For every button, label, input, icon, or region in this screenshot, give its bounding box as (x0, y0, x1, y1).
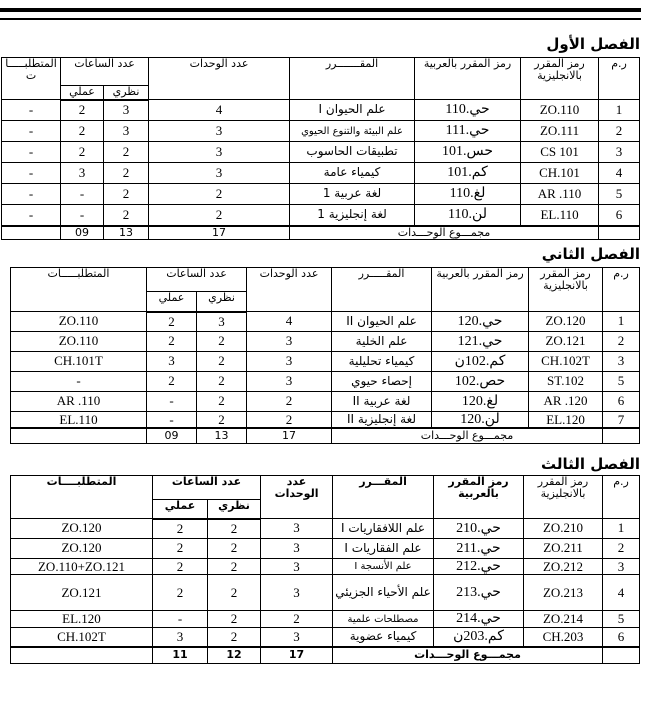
total-practical: 11 (153, 647, 208, 663)
row-course: كيمياء عامة (290, 163, 415, 184)
row-theory: 2 (208, 627, 261, 647)
table-row (11, 372, 640, 392)
row-theory: 2 (104, 184, 149, 205)
row-theory: 2 (104, 205, 149, 226)
row-num: 6 (603, 392, 640, 412)
row-code-en: ZO.111 (521, 121, 599, 142)
row-code-ar: كم.101 (415, 163, 521, 184)
semester-2-title: الفصل الثاني (541, 245, 640, 263)
row-num: 5 (599, 184, 640, 205)
col-header-code-en: رمز المقرر بالانجليزية (521, 58, 599, 100)
row-code-en: ZO.120 (529, 312, 603, 332)
row-code-en: CH.203 (524, 627, 603, 647)
total-theory: 12 (208, 647, 261, 663)
row-prereq: EL.120 (11, 611, 153, 627)
row-practical: 3 (61, 163, 104, 184)
row-code-en: ZO.211 (524, 539, 603, 559)
top-rule-thin (0, 18, 641, 20)
row-units: 2 (149, 184, 290, 205)
top-rule-thick (0, 8, 641, 12)
row-practical: 3 (153, 627, 208, 647)
row-num: 3 (603, 352, 640, 372)
row-practical: - (61, 205, 104, 226)
row-theory: 2 (104, 163, 149, 184)
table-row (11, 627, 640, 647)
row-code-ar: لن.120 (432, 412, 529, 429)
row-prereq: CH.101T (11, 352, 147, 372)
row-practical: 2 (153, 539, 208, 559)
row-practical: 2 (153, 575, 208, 611)
row-course: علم الحيوان II (332, 312, 432, 332)
row-theory: 2 (197, 352, 247, 372)
col-header-course: المقـــــرر (332, 268, 432, 312)
row-course: لغة عربية 1 (290, 184, 415, 205)
row-units: 3 (149, 142, 290, 163)
total-row (11, 428, 640, 443)
table-row (11, 539, 640, 559)
row-theory: 2 (208, 539, 261, 559)
total-theory: 13 (197, 428, 247, 443)
col-header-hours: عدد الساعات (147, 268, 247, 292)
row-code-ar: حي.213 (434, 575, 524, 611)
row-practical: 2 (153, 519, 208, 539)
table-row (2, 100, 640, 121)
col-header-theory: نظري (197, 292, 247, 312)
table-row (2, 184, 640, 205)
row-theory: 2 (208, 519, 261, 539)
row-course: لغة إنجليزية 1 (290, 205, 415, 226)
row-practical: 2 (61, 100, 104, 121)
row-practical: 2 (61, 121, 104, 142)
row-prereq: - (2, 100, 61, 121)
row-code-ar: حي.212 (434, 559, 524, 575)
total-label: مجمـــوع الوحـــدات (290, 226, 599, 240)
row-code-en: ZO.213 (524, 575, 603, 611)
col-header-practical: عملي (153, 500, 208, 519)
row-units: 2 (149, 205, 290, 226)
row-course: علم الأحياء الجزيئي (333, 575, 434, 611)
table-row (11, 312, 640, 332)
row-units: 4 (247, 312, 332, 332)
row-practical: 3 (147, 352, 197, 372)
row-theory: 2 (104, 142, 149, 163)
row-course: علم الفقاريات I (333, 539, 434, 559)
row-units: 3 (247, 332, 332, 352)
table-row (11, 575, 640, 611)
row-code-en: CS 101 (521, 142, 599, 163)
row-prereq: ZO.110+ZO.121 (11, 559, 153, 575)
row-code-ar: لغ.120 (432, 392, 529, 412)
table-row (2, 142, 640, 163)
col-header-units: عدد الوحدات (149, 58, 290, 100)
row-prereq: - (2, 163, 61, 184)
total-theory: 13 (104, 226, 149, 240)
total-label: مجمـــوع الوحـــدات (333, 647, 603, 663)
col-header-course: المقـــــــرر (290, 58, 415, 100)
row-code-en: ZO.214 (524, 611, 603, 627)
row-practical: 2 (147, 312, 197, 332)
row-practical: - (147, 412, 197, 429)
table-row (11, 392, 640, 412)
semester-1-title: الفصل الأول (546, 35, 640, 53)
row-course: علم اللافقاريات I (333, 519, 434, 539)
row-theory: 3 (104, 100, 149, 121)
row-course: علم الخلية (332, 332, 432, 352)
row-course: لغة إنجليزية II (332, 412, 432, 429)
row-code-en: ZO.121 (529, 332, 603, 352)
row-code-en: CH.101 (521, 163, 599, 184)
row-course: كيمياء تحليلية (332, 352, 432, 372)
table-row (11, 332, 640, 352)
col-header-code-en: رمز المقرر بالانجليزية (529, 268, 603, 312)
row-num: 2 (603, 332, 640, 352)
row-practical: - (147, 392, 197, 412)
table-row (11, 352, 640, 372)
total-blank (11, 647, 153, 663)
total-blank (603, 647, 640, 663)
row-num: 6 (599, 205, 640, 226)
table-row (11, 559, 640, 575)
semester-3-table (10, 475, 640, 664)
row-units: 3 (149, 121, 290, 142)
row-units: 3 (149, 163, 290, 184)
col-header-practical: عملي (61, 86, 104, 100)
row-num: 3 (603, 559, 640, 575)
row-practical: 2 (61, 142, 104, 163)
row-units: 3 (261, 559, 333, 575)
row-code-ar: لغ.110 (415, 184, 521, 205)
row-course: مصطلحات علمية (333, 611, 434, 627)
row-code-en: ZO.212 (524, 559, 603, 575)
table-row (2, 163, 640, 184)
row-units: 2 (247, 412, 332, 429)
total-units: 17 (149, 226, 290, 240)
row-units: 3 (247, 352, 332, 372)
row-num: 2 (603, 539, 640, 559)
row-code-ar: حي.110 (415, 100, 521, 121)
row-num: 2 (599, 121, 640, 142)
row-code-ar: حص.102 (432, 372, 529, 392)
total-units: 17 (247, 428, 332, 443)
total-row (11, 647, 640, 663)
row-prereq: ZO.120 (11, 539, 153, 559)
row-prereq: - (2, 205, 61, 226)
row-theory: 2 (197, 332, 247, 352)
row-theory: 2 (197, 412, 247, 429)
table-row (2, 205, 640, 226)
col-header-prereq: المتطلبــــات (11, 476, 153, 519)
row-prereq: ZO.110 (11, 312, 147, 332)
row-num: 7 (603, 412, 640, 429)
table-row (11, 412, 640, 429)
row-prereq: CH.102T (11, 627, 153, 647)
total-blank (599, 226, 640, 240)
row-theory: 2 (197, 372, 247, 392)
row-prereq: AR .110 (11, 392, 147, 412)
row-code-en: AR .110 (521, 184, 599, 205)
col-header-course: المقـــرر (333, 476, 434, 519)
row-code-ar: كم.203ن (434, 627, 524, 647)
table-row (11, 519, 640, 539)
col-header-code-ar: رمز المقرر بالعربية (415, 58, 521, 100)
total-blank (603, 428, 640, 443)
row-code-ar: حي.121 (432, 332, 529, 352)
row-code-en: ZO.110 (521, 100, 599, 121)
row-course: تطبيقات الحاسوب (290, 142, 415, 163)
row-code-en: AR .120 (529, 392, 603, 412)
semester-3-title: الفصل الثالث (540, 455, 640, 473)
row-theory: 2 (208, 559, 261, 575)
row-practical: - (61, 184, 104, 205)
row-course: لغة عربية II (332, 392, 432, 412)
row-practical: 2 (147, 332, 197, 352)
col-header-code-ar: رمز المقرر بالعربية (434, 476, 524, 519)
table-row (11, 611, 640, 627)
row-num: 1 (603, 519, 640, 539)
row-units: 2 (247, 392, 332, 412)
semester-1-table (1, 57, 640, 240)
row-num: 6 (603, 627, 640, 647)
row-num: 4 (599, 163, 640, 184)
row-theory: 2 (208, 611, 261, 627)
row-course: إحصاء حيوي (332, 372, 432, 392)
row-num: 5 (603, 372, 640, 392)
row-code-ar: حي.111 (415, 121, 521, 142)
table-row (2, 121, 640, 142)
row-code-ar: حي.210 (434, 519, 524, 539)
row-prereq: ZO.110 (11, 332, 147, 352)
row-theory: 3 (104, 121, 149, 142)
row-units: 3 (247, 372, 332, 392)
row-course: علم البيئة والتنوع الحيوي (290, 121, 415, 142)
row-code-en: EL.120 (529, 412, 603, 429)
col-header-prereq: المتطلبـــــا ت (2, 58, 61, 100)
total-blank (11, 428, 147, 443)
col-header-theory: نظري (208, 500, 261, 519)
row-practical: - (153, 611, 208, 627)
row-code-ar: لن.110 (415, 205, 521, 226)
row-prereq: ZO.120 (11, 519, 153, 539)
col-header-practical: عملي (147, 292, 197, 312)
row-code-en: ST.102 (529, 372, 603, 392)
row-units: 3 (261, 539, 333, 559)
row-practical: 2 (153, 559, 208, 575)
total-label: مجمـــوع الوحـــدات (332, 428, 603, 443)
row-prereq: ZO.121 (11, 575, 153, 611)
row-code-ar: حي.211 (434, 539, 524, 559)
col-header-code-ar: رمز المقرر بالعربية (432, 268, 529, 312)
col-header-num: ر.م (599, 58, 640, 100)
total-units: 17 (261, 647, 333, 663)
row-units: 4 (149, 100, 290, 121)
row-course: كيمياء عضوية (333, 627, 434, 647)
col-header-units: عدد الوحدات (247, 268, 332, 312)
total-practical: 09 (61, 226, 104, 240)
row-code-en: ZO.210 (524, 519, 603, 539)
row-practical: 2 (147, 372, 197, 392)
row-code-en: CH.102T (529, 352, 603, 372)
row-theory: 2 (208, 575, 261, 611)
col-header-hours: عدد الساعات (153, 476, 261, 500)
row-code-ar: حي.120 (432, 312, 529, 332)
col-header-code-en: رمز المقرر بالانجليزية (524, 476, 603, 519)
col-header-prereq: المتطلبـــــات (11, 268, 147, 312)
col-header-num: ر.م (603, 476, 640, 519)
col-header-units: عدد الوحدات (261, 476, 333, 519)
row-course: علم الحيوان I (290, 100, 415, 121)
row-num: 5 (603, 611, 640, 627)
row-prereq: - (11, 372, 147, 392)
col-header-num: ر.م (603, 268, 640, 312)
row-prereq: - (2, 142, 61, 163)
total-row (2, 226, 640, 240)
row-theory: 2 (197, 392, 247, 412)
total-blank (2, 226, 61, 240)
row-num: 4 (603, 575, 640, 611)
row-num: 1 (599, 100, 640, 121)
row-units: 3 (261, 575, 333, 611)
row-code-ar: كم.102ن (432, 352, 529, 372)
col-header-theory: نظري (104, 86, 149, 100)
row-prereq: - (2, 184, 61, 205)
row-theory: 3 (197, 312, 247, 332)
row-code-ar: حس.101 (415, 142, 521, 163)
row-num: 1 (603, 312, 640, 332)
row-code-en: EL.110 (521, 205, 599, 226)
row-prereq: EL.110 (11, 412, 147, 429)
row-units: 2 (261, 611, 333, 627)
row-num: 3 (599, 142, 640, 163)
row-code-ar: حي.214 (434, 611, 524, 627)
total-practical: 09 (147, 428, 197, 443)
row-units: 3 (261, 519, 333, 539)
row-prereq: - (2, 121, 61, 142)
row-course: علم الأنسجة I (333, 559, 434, 575)
col-header-hours: عدد الساعات (61, 58, 149, 86)
row-units: 3 (261, 627, 333, 647)
semester-2-table (10, 267, 640, 444)
